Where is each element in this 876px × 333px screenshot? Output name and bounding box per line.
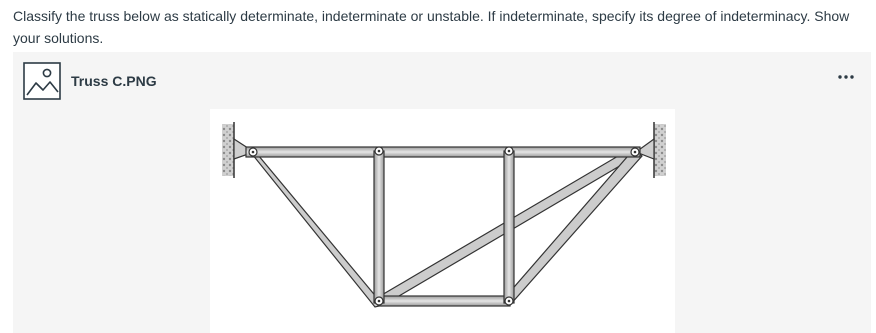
member-top-chord — [246, 147, 640, 157]
member-left-diagonal — [248, 149, 383, 307]
more-options-button[interactable] — [835, 70, 857, 84]
more-options-icon — [837, 74, 855, 80]
member-right-diagonal — [502, 149, 642, 305]
question-text: Classify the truss below as statically determinate, indeterminate or unstable. If indeterminate, specify its degree of indeterminacy. Show your solutions. — [13, 8, 850, 46]
attachment-header — [23, 62, 157, 100]
truss-image-preview — [210, 109, 675, 333]
member-right-vertical — [504, 151, 514, 303]
member-bottom-chord — [378, 296, 510, 306]
member-left-vertical — [374, 151, 384, 303]
truss-diagram — [210, 109, 675, 333]
attachment-file-name[interactable]: Truss C.PNG — [71, 73, 157, 89]
image-attachment — [13, 52, 871, 333]
image-file-icon — [23, 62, 61, 100]
